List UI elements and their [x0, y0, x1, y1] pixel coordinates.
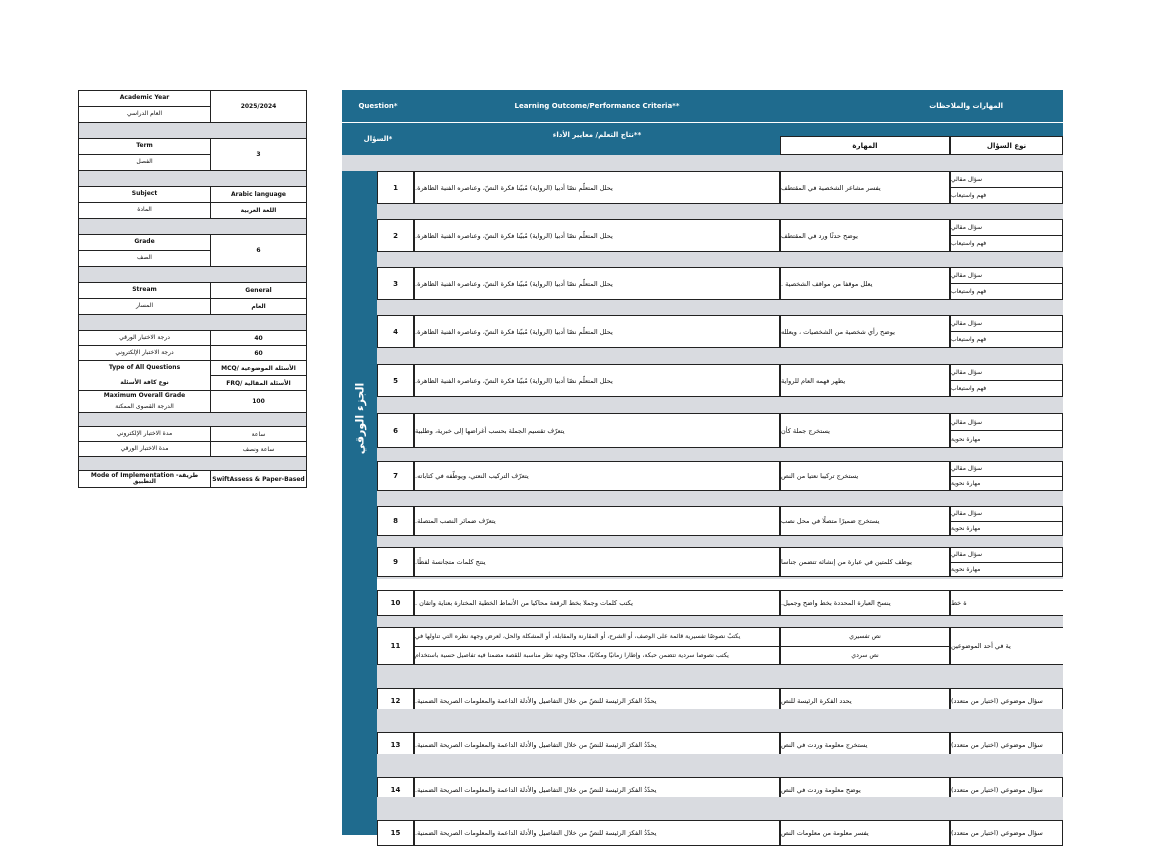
row-gap — [377, 491, 1063, 506]
stream-value-ar: العام — [211, 298, 306, 314]
elec-grade-label: درجة الاختبار الإلكتروني — [79, 345, 210, 360]
learning-outcome: ينتج كلمات متجانسة لفظًا. — [414, 547, 780, 577]
question-type — [950, 364, 1063, 397]
skill: يستخرج معلومة وردت في النص — [780, 732, 950, 758]
question-type: سؤال موضوعي (اختيار من متعدد) — [950, 688, 1063, 714]
grades-row — [79, 331, 306, 361]
subject-row — [79, 187, 306, 219]
question-type — [950, 413, 1063, 448]
grade-label-ar: الصف — [79, 250, 210, 266]
paper-grade-value: 40 — [254, 334, 263, 342]
learning-outcome: يتعرّف تقسيم الجملة بحسب أغراضها إلى خبرية، وطلبية — [414, 413, 780, 448]
term-label-ar: الفصل — [79, 154, 210, 170]
question-type-skill: فهم واستيعاب — [951, 380, 1062, 396]
subject-label-ar: المادة — [79, 202, 210, 218]
academic-year-label-ar: العام الدراسي — [79, 106, 210, 122]
spacer-row — [79, 123, 306, 139]
question-type-skill: مهارة نحوية — [951, 430, 1062, 447]
header-outcome: Learning Outcome/Performance Criteria** — [414, 90, 780, 122]
types-value-frq: FRQ/ الأسئلة المقالية — [211, 375, 306, 390]
question-type-format: سؤال مقالي — [951, 272, 982, 279]
question-type: سؤال موضوعي (اختيار من متعدد) — [950, 777, 1063, 803]
subject-value-ar: اللغة العربية — [211, 202, 306, 218]
question-type — [950, 267, 1063, 300]
question-type: ة خط — [950, 590, 1063, 616]
skill: يستخرج ضميرًا متصلًا في محل نصب — [780, 506, 950, 536]
skill: يعلل موقفا من مواقف الشخصية . — [780, 267, 950, 300]
skill: يوضح معلومة وردت في النص — [780, 777, 950, 803]
learning-outcome: يتعرّف التركيب النعتي، ويوظّفه في كتاباته. — [414, 461, 780, 491]
header-skills-blank — [780, 122, 1063, 136]
header-question-ar: السؤال* — [342, 122, 414, 155]
question-number: 13 — [377, 732, 414, 758]
question-number: 12 — [377, 688, 414, 714]
spacer-row — [79, 413, 306, 427]
max-grade-row — [79, 391, 306, 413]
question-type — [950, 461, 1063, 491]
question-number: 3 — [377, 267, 414, 300]
question-number: 9 — [377, 547, 414, 577]
stream-label: Stream — [132, 286, 157, 294]
question-number: 1 — [377, 171, 414, 204]
header-skill: المهارة — [780, 136, 950, 155]
question-type-skill: فهم واستيعاب — [951, 187, 1062, 203]
question-number: 8 — [377, 506, 414, 536]
spacer-row — [79, 219, 306, 235]
question-number: 5 — [377, 364, 414, 397]
term-label: Term — [136, 142, 153, 150]
question-number: 14 — [377, 777, 414, 803]
types-label: Type of All Questions — [108, 364, 181, 372]
skill: يوضح حدثًا ورد في المقتطف — [780, 219, 950, 252]
subject-value: Arabic language — [230, 191, 286, 198]
learning-outcome: يحدّدُ الفكرَ الرئيسة للنصّ من خلال التفاصيل والأدلة الداعمة والمعلومات الصريحة الضمنية. — [414, 820, 780, 846]
question-type-skill: فهم واستيعاب — [951, 331, 1062, 347]
durations-row — [79, 427, 306, 457]
grade-row — [79, 235, 306, 267]
question-type: سؤال موضوعي (اختيار من متعدد) — [950, 732, 1063, 758]
header-question: Question* — [342, 90, 414, 122]
grade-label: Grade — [134, 238, 155, 246]
paper-section-label: الجزء الورقي — [342, 171, 377, 665]
skill-expository: نص تفسيري — [849, 633, 881, 641]
question-type-skill: فهم واستيعاب — [951, 235, 1062, 251]
skill: يفسر معلومة من معلومات النص — [780, 820, 950, 846]
question-number: 10 — [377, 590, 414, 616]
question-type-format: سؤال مقالي — [951, 551, 982, 559]
question-type-skill: مهارة نحوية — [951, 562, 1062, 577]
paper-duration-value: ساعة ونصف — [211, 441, 306, 456]
question-type-format: سؤال مقالي — [951, 224, 982, 231]
skill: يحدد الفكرة الرئيسة للنص — [780, 688, 950, 714]
types-label-ar: نوع كافة الأسئلة — [120, 378, 169, 386]
stream-label-ar: المسار — [79, 298, 210, 314]
learning-outcome: يحدّدُ الفكرَ الرئيسة للنصّ من خلال التفاصيل والأدلة الداعمة والمعلومات الصريحة الضمنية. — [414, 688, 780, 714]
skill: يوظف كلمتين في عبارة من إنشائه تتضمن جناسا — [780, 547, 950, 577]
question-number: 15 — [377, 820, 414, 846]
skill: يستخرج تركيبا نعتيا من النص — [780, 461, 950, 491]
term-row — [79, 139, 306, 171]
row-gap — [377, 204, 1063, 219]
types-value-mcq: MCQ/ الأسئلة الموضوعية — [221, 364, 296, 372]
question-type — [950, 315, 1063, 348]
row-gap — [377, 252, 1063, 267]
grade-value: 6 — [256, 247, 261, 254]
question-number: 2 — [377, 219, 414, 252]
skill: يظهر فهمه العام للرواية — [780, 364, 950, 397]
question-type: ية في أحد الموضوعين — [950, 627, 1063, 665]
spacer-row — [79, 457, 306, 471]
question-type — [950, 547, 1063, 577]
learning-outcome: يتعرّف ضمائر النصب المتصلة. — [414, 506, 780, 536]
max-grade-label-ar: الدرجة القصوى الممكنة — [115, 402, 174, 410]
skill: يستخرج جملة كأن — [780, 413, 950, 448]
question-type-skill: مهارة نحوية — [951, 521, 1062, 536]
learning-outcome: يحدّدُ الفكرَ الرئيسة للنصّ من خلال التفاصيل والأدلة الداعمة والمعلومات الصريحة الضمنية. — [414, 732, 780, 758]
mode-label: Mode of Implementation -طريقة التطبيق — [90, 471, 199, 485]
row-gap — [377, 536, 1063, 547]
question-type — [950, 506, 1063, 536]
academic-year-value: 2025/2024 — [240, 103, 277, 110]
learning-outcome-narrative: يكتب نصوصا سردية تتضمن حبكة، وإطارا زمانيًا ومكانيًا، محاكيًا وجهة نظر مناسبة للقصة مضمنا فيه تفاصيل حسية باستخدام — [415, 646, 779, 665]
elec-grade-value: 60 — [211, 345, 306, 360]
learning-outcome: يحلل المتعلّم نصّا أدبيا (الرواية) مُبيّنا فكرة النصّ، وعناصره الفنية الظاهرة. — [414, 315, 780, 348]
subject-label: Subject — [131, 190, 158, 198]
question-type — [950, 171, 1063, 204]
row-gap — [377, 754, 1063, 777]
stream-value: General — [245, 287, 272, 294]
spacer-row — [79, 267, 306, 283]
question-type-skill: مهارة نحوية — [951, 476, 1062, 491]
question-type-format: سؤال مقالي — [951, 418, 982, 426]
learning-outcome: يكتب كلمات وجملا بخط الرقعة محاكيا من الأنماط الخطية المختارة بعناية واتقان . — [414, 590, 780, 616]
skill: ينسخ العبارة المحددة بخط واضح وجميل. — [780, 590, 950, 616]
question-type: سؤال موضوعي (اختيار من متعدد) — [950, 820, 1063, 846]
row-gap — [377, 797, 1063, 820]
header-skills: المهارات والملاحظات — [780, 90, 1063, 122]
question-type-format: سؤال مقالي — [951, 369, 982, 376]
row-gap — [377, 577, 1063, 579]
question-type-format: سؤال مقالي — [951, 510, 982, 518]
max-grade-label: Maximum Overall Grade — [103, 392, 186, 400]
skill — [780, 627, 950, 665]
row-gap — [377, 300, 1063, 315]
header-gap — [342, 155, 1063, 171]
academic-year-label: Academic Year — [119, 94, 170, 102]
question-type-format: سؤال مقالي — [951, 320, 982, 327]
question-number: 6 — [377, 413, 414, 448]
row-gap — [377, 397, 1063, 413]
stream-row — [79, 283, 306, 315]
skill: يوضح رأي شخصية من الشخصيات ، ويعلله — [780, 315, 950, 348]
header-outcome-ar: نتاج التعلم/ معايير الأداء** — [414, 122, 780, 155]
paper-duration-label: مدة الاختبار الورقي — [79, 441, 210, 456]
term-value: 3 — [256, 151, 261, 158]
learning-outcome — [414, 627, 780, 665]
exam-info-table — [78, 90, 307, 488]
learning-outcome: يحلل المتعلّم نصّا أدبيا (الرواية) مُبيّنا فكرة النصّ، وعناصره الفنية الظاهرة. — [414, 219, 780, 252]
learning-outcome: يحلل المتعلّم نصّا أدبيا (الرواية) مُبيّنا فكرة النصّ، وعناصره الفنية الظاهرة. — [414, 364, 780, 397]
academic-year-row — [79, 91, 306, 123]
question-type — [950, 219, 1063, 252]
paper-grade-label: درجة الاختبار الورقي — [119, 333, 170, 341]
elec-duration-label: مدة الاختبار الإلكتروني — [116, 429, 173, 437]
learning-outcome-expository: يكتبُ نصوصًا تفسيرية قائمة على الوصف، أو الشرح، أو المقارنة والمقابلة، أو المشكلة والحل، لعرض وجهة نظره التي تناولها في — [415, 633, 741, 641]
learning-outcome: يحلل المتعلّم نصّا أدبيا (الرواية) مُبيّنا فكرة النصّ، وعناصره الفنية الظاهرة. — [414, 267, 780, 300]
learning-outcome: يحلل المتعلّم نصّا أدبيا (الرواية) مُبيّنا فكرة النصّ، وعناصره الفنية الظاهرة. — [414, 171, 780, 204]
mode-value: SwiftAssess & Paper-Based — [212, 475, 305, 483]
question-type-format: سؤال مقالي — [951, 176, 982, 183]
spacer-row — [79, 171, 306, 187]
question-number: 7 — [377, 461, 414, 491]
max-grade-value: 100 — [252, 398, 265, 405]
skill: يفسر مشاعر الشخصية في المقتطف — [780, 171, 950, 204]
types-row — [79, 361, 306, 391]
header-qtype: نوع السؤال — [950, 136, 1063, 155]
spacer-row — [79, 315, 306, 331]
question-number: 11 — [377, 627, 414, 665]
question-type-format: سؤال مقالي — [951, 465, 982, 473]
row-gap — [377, 348, 1063, 364]
skill-narrative: نص سردي — [781, 646, 949, 665]
row-gap — [377, 665, 1063, 688]
question-type-skill: فهم واستيعاب — [951, 283, 1062, 299]
question-number: 4 — [377, 315, 414, 348]
row-gap — [377, 616, 1063, 627]
row-gap — [377, 448, 1063, 461]
mcq-section-bar — [342, 665, 377, 835]
learning-outcome: يحدّدُ الفكرَ الرئيسة للنصّ من خلال التفاصيل والأدلة الداعمة والمعلومات الصريحة الضمنية. — [414, 777, 780, 803]
mode-row — [79, 471, 306, 487]
row-gap — [377, 709, 1063, 732]
elec-duration-value: ساعة — [251, 430, 266, 438]
